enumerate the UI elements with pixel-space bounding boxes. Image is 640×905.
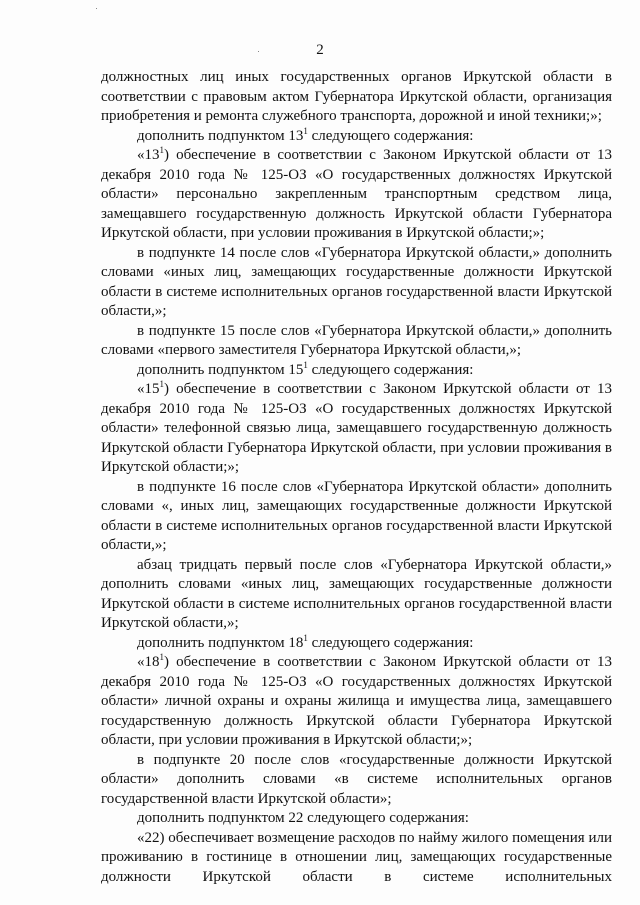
paragraph-subpoint-16: в подпункте 16 после слов «Губернатора Иркутской области» дополнить словами «, иных лиц, замещающих государственные должности Иркутской области в системе исполнительных органов государственной власти Иркутской области,»;: [101, 478, 612, 553]
paragraph-add-subpoint-22: дополнить подпунктом 22 следующего содержания:: [137, 810, 469, 826]
paragraph-add-subpoint-15-1: [101, 361, 612, 381]
superscript: 1: [303, 359, 308, 370]
text-before: дополнить подпунктом 18: [137, 634, 304, 651]
paragraph-subpoint-22: «22) обеспечивает возмещение расходов по найму жилого помещения или проживанию в гостинице в отношении лиц, замещающих государственные должности Иркутской области в системе исполнительных: [101, 829, 612, 885]
text-before: «15: [137, 381, 160, 397]
superscript: 1: [159, 145, 164, 155]
text-after: следующего содержания:: [307, 127, 474, 144]
text-after: следующего содержания:: [307, 361, 474, 378]
paragraph-subpoint-15: в подпункте 15 после слов «Губернатора Иркутской области,» дополнить словами «первого заместителя Губернатора Иркутской области,»;: [101, 322, 612, 358]
text-after: ) обеспечение в соответствии с Законом Иркутской области от 13 декабря 2010 года № 125-ОЗ «О государственных должностях Иркутской области» личной охраны и охраны жилища и имущества лица, замещавшего государственную должность Иркутской области Губернатора Иркутской области, при условии проживания в Иркутской области;»;: [101, 654, 612, 748]
paragraph-add-subpoint-18-1: [101, 634, 612, 654]
paragraph-subpoint-15-1: [101, 380, 612, 478]
text-before: «18: [137, 654, 160, 670]
paragraph-abzac-31: абзац тридцать первый после слов «Губернатора Иркутской области,» дополнить словами «иных лиц, замещающих государственные должности Иркутской области в системе исполнительных органов государственной власти Иркутской области,»;: [101, 556, 612, 631]
text-before: дополнить подпунктом 13: [137, 127, 304, 144]
document-body: [101, 68, 612, 887]
paragraph-add-subpoint-13-1: [101, 127, 612, 147]
paragraph-subpoint-18-1: [101, 653, 612, 751]
text-after: следующего содержания:: [307, 634, 474, 651]
text-after: ) обеспечение в соответствии с Законом Иркутской области от 13 декабря 2010 года № 125-ОЗ «О государственных должностях Иркутской области» персонально закрепленным транспортным средством лица, замещавшего государственную должность Иркутской области Губернатора Иркутской области, при условии проживания в Иркутской области;»;: [101, 147, 612, 241]
page-number: 2: [316, 42, 324, 58]
paragraph-subpoint-20: в подпункте 20 после слов «государственные должности Иркутской области» дополнить словами «в системе исполнительных органов государственной власти Иркутской области»;: [101, 751, 612, 807]
scan-speck: [96, 8, 97, 9]
text-before: «13: [137, 147, 160, 163]
superscript: 1: [159, 652, 164, 662]
superscript: 1: [159, 379, 164, 389]
text-before: дополнить подпунктом 15: [137, 361, 304, 378]
paragraph-subpoint-14: в подпункте 14 после слов «Губернатора Иркутской области,» дополнить словами «иных лиц, замещающих государственные должности Иркутской области в системе исполнительных органов государственной власти Иркутской области,»;: [101, 244, 612, 319]
superscript: 1: [303, 125, 308, 136]
text-after: ) обеспечение в соответствии с Законом Иркутской области от 13 декабря 2010 года № 125-ОЗ «О государственных должностях Иркутской области» телефонной связью лица, замещавшего государственную должность Иркутской области Губернатора Иркутской области, при условии проживания в Иркутской области;»;: [101, 381, 612, 475]
paragraph-subpoint-13-1: [101, 146, 612, 244]
paragraph-continuation: должностных лиц иных государственных органов Иркутской области в соответствии с правовым актом Губернатора Иркутской области, организация приобретения и ремонта служебного транспорта, дорожной и иной техники;»;: [101, 69, 612, 124]
superscript: 1: [303, 632, 308, 643]
